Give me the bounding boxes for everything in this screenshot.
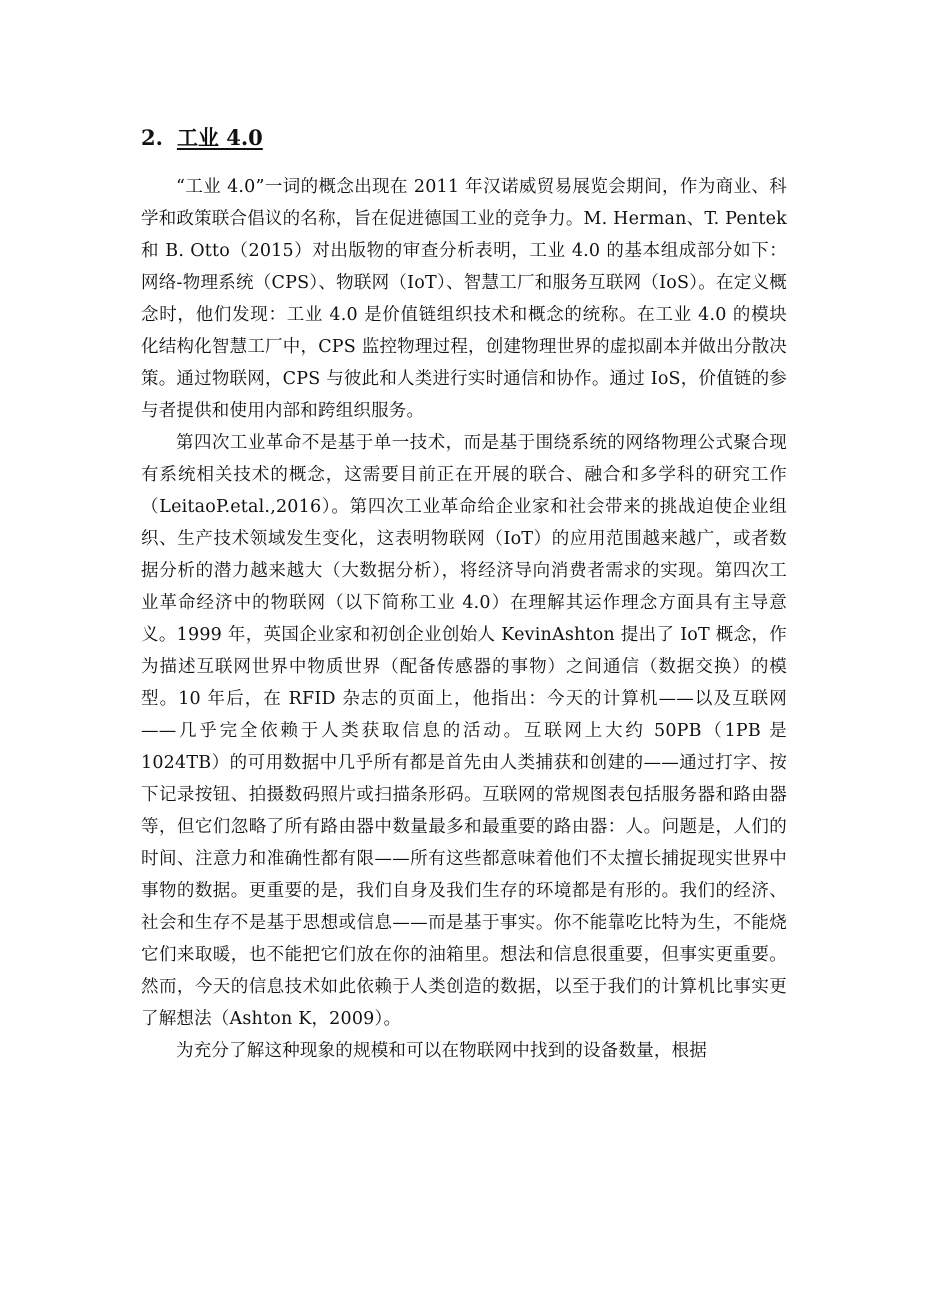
body-text	[141, 171, 787, 1067]
paragraph-iot-scale: 为充分了解这种现象的规模和可以在物联网中找到的设备数量，根据	[176, 1041, 707, 1061]
section-number: 2.	[141, 125, 163, 150]
section-title: 工业 4.0	[176, 125, 263, 150]
paragraph-industry40-definition: “工业 4.0”一词的概念出现在 2011 年汉诺威贸易展览会期间，作为商业、科学和政策联合倡议的名称，旨在促进德国工业的竞争力。M. Herman、T. Pentek 和 B. Otto（2015）对出版物的审查分析表明，工业 4.0 的基本组成部分如下：网络-物理系统（CPS）、物联网（IoT）、智慧工厂和服务互联网（IoS）。在定义概念时，他们发现：工业 4.0 是价值链组织技术和概念的统称。在工业 4.0 的模块化结构化智慧工厂中，CPS 监控物理过程，创建物理世界的虚拟副本并做出分散决策。通过物联网，CPS 与彼此和人类进行实时通信和协作。通过 IoS，价值链的参与者提供和使用内部和跨组织服务。	[141, 177, 787, 421]
paragraph-fourth-industrial-revolution: 第四次工业革命不是基于单一技术，而是基于围绕系统的网络物理公式聚合现有系统相关技术的概念，这需要目前正在开展的联合、融合和多学科的研究工作（LeitaoP.etal.,2016）。第四次工业革命给企业家和社会带来的挑战迫使企业组织、生产技术领域发生变化，这表明物联网（IoT）的应用范围越来越广，或者数据分析的潜力越来越大（大数据分析），将经济导向消费者需求的实现。第四次工业革命经济中的物联网（以下简称工业 4.0）在理解其运作理念方面具有主导意义。1999 年，英国企业家和初创企业创始人 KevinAshton 提出了 IoT 概念，作为描述互联网世界中物质世界（配备传感器的事物）之间通信（数据交换）的模型。10 年后，在 RFID 杂志的页面上，他指出：今天的计算机——以及互联网——几乎完全依赖于人类获取信息的活动。互联网上大约 50PB（1PB 是 1024TB）的可用数据中几乎所有都是首先由人类捕获和创建的——通过打字、按下记录按钮、拍摄数码照片或扫描条形码。互联网的常规图表包括服务器和路由器等，但它们忽略了所有路由器中数量最多和最重要的路由器：人。问题是，人们的时间、注意力和准确性都有限——所有这些都意味着他们不太擅长捕捉现实世界中事物的数据。更重要的是，我们自身及我们生存的环境都是有形的。我们的经济、社会和生存不是基于思想或信息——而是基于事实。你不能靠吃比特为生，不能烧它们来取暖，也不能把它们放在你的油箱里。想法和信息很重要，但事实更重要。然而，今天的信息技术如此依赖于人类创造的数据，以至于我们的计算机比事实更了解想法（Ashton K，2009）。	[141, 433, 787, 1029]
section-heading	[141, 120, 263, 156]
